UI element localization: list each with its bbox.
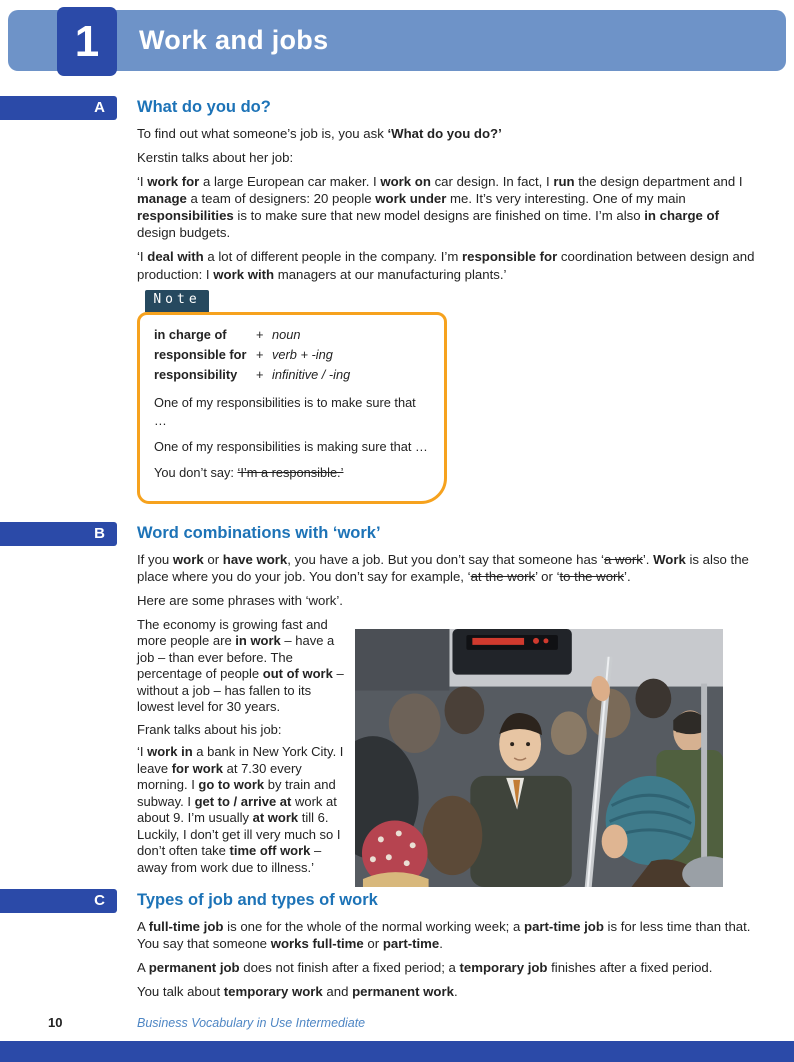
note-row [154,345,432,365]
paragraph: Kerstin talks about her job: [137,150,294,166]
section-c [0,887,794,1007]
note-term: responsibility [154,367,238,383]
paragraph: ‘I deal with a lot of different people in the company. I’m responsible for coordination between design and production: I work with managers at our manufacturing plants.’ [137,249,755,282]
paragraph: Frank talks about his job: [137,721,282,737]
note-plus: + [256,367,264,383]
note-term: responsible for [154,347,247,362]
note-desc: infinitive / -ing [272,367,351,383]
note-plus: + [256,326,264,342]
subway-photo [355,629,723,887]
paragraph: You talk about temporary work and permanent work. [137,983,458,999]
section-a [0,94,794,520]
section-a-heading: What do you do? [137,98,271,116]
section-label-c [0,889,117,913]
note-line: One of my responsibilities is making sure that … [154,439,428,455]
note-desc: noun [272,326,301,342]
paragraph: ‘I work for a large European car maker. I work on car design. In fact, I run the design department and I manage a team of designers: 20 people work under me. It’s very interesting. One of my main responsibilities is to make sure that new model designs are finished on time. I’m also in charge of design budgets. [137,174,743,241]
section-c-heading: Types of job and types of work [137,890,378,909]
section-letter: B [94,525,105,543]
bottom-bar [0,1041,794,1062]
unit-number-box: 1 [57,7,117,76]
page-number: 10 [48,1015,63,1030]
note-tab: Note [145,290,209,312]
paragraph: ‘I work in a bank in New York City. I leave for work at 7.30 every morning. I go to work by train and subway. I get to / arrive at work at about 9. I’m usually at work till 6. Luckily, I don’t get ill very much so I don’t often take time off work – away from work due to illness.’ [137,744,344,875]
paragraph: Here are some phrases with ‘work’. [137,593,343,609]
paragraph: A full-time job is one for the whole of the normal working week; a part-time job is for less time than that. You say that someone works full-time or part-time. [137,918,751,951]
book-title: Business Vocabulary in Use Intermediate [137,1016,366,1030]
section-letter: A [94,99,105,117]
unit-title: Work and jobs [139,25,329,55]
paragraph: The economy is growing fast and more people are in work – have a job – than ever before. The percentage of people out of work – without a job – has fallen to its lowest level for 30 years. [137,616,344,714]
unit-header [0,0,794,94]
note-line: One of my responsibilities is to make sure that … [154,394,416,429]
paragraph: A permanent job does not finish after a fixed period; a temporary job finishes after a fixed period. [137,959,713,975]
section-b [0,520,794,886]
note-row [154,325,432,345]
note [137,290,447,505]
paragraph: To find out what someone’s job is, you ask ‘What do you do?’ [137,126,502,142]
note-row [154,365,432,385]
b-text-column [137,617,345,887]
unit-banner [8,10,786,71]
paragraph: If you work or have work, you have a job. But you don’t say that someone has ‘a work’. Work is also the place where you do your job. You don’t say for example, ‘at the work’ or ‘to the work’. [137,552,749,585]
note-desc: verb + -ing [272,347,333,362]
note-plus: + [256,347,264,362]
section-label-b [0,522,117,546]
note-line: You don’t say: ‘I’m a responsible.’ [154,464,344,480]
text-and-photo-row [137,617,756,887]
section-letter: C [94,891,105,909]
section-label-a [0,96,117,120]
section-b-heading: Word combinations with ‘work’ [137,524,381,543]
note-box [137,312,447,505]
note-term: in charge of [154,326,227,342]
